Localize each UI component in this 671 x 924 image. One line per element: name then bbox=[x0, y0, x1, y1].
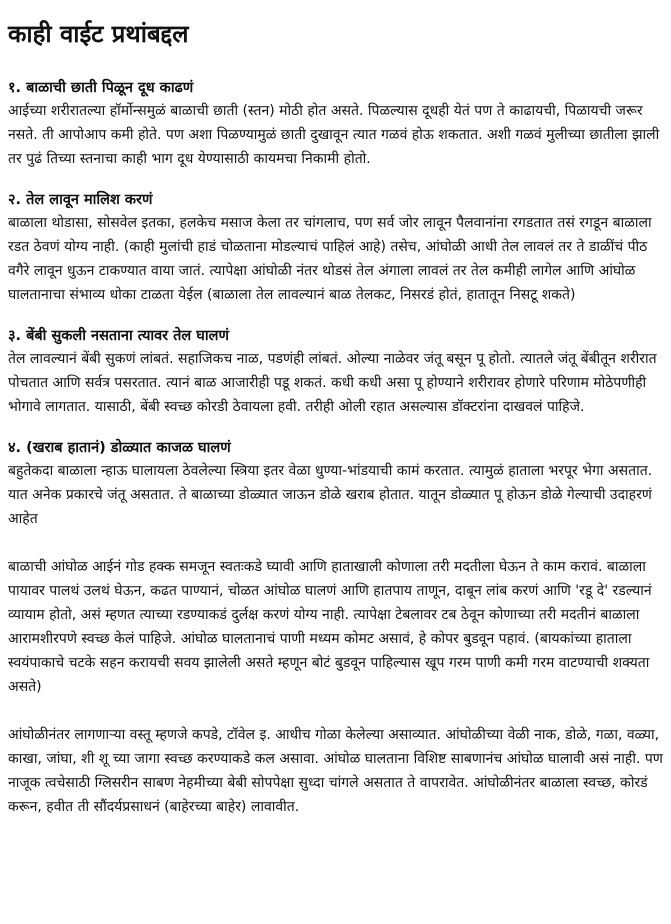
section-4 bbox=[8, 437, 663, 819]
section-2 bbox=[8, 189, 663, 307]
section-3 bbox=[8, 325, 663, 419]
section-paragraph: आईच्या शरीरातल्या हॉर्मोन्समुळं बाळाची छाती (स्तन) मोठी होत असते. पिळल्यास दूधही येतं पण ते काढायची, पिळायची जरूर नसते. ती आपोआप कमी होते. पण अशा पिळण्यामुळं छाती दुखावून त्यात गळवं होऊ शकतात. अशी गळवं मुलीच्या छातीला झाली तर पुढं तिच्या स्तनाचा काही भाग दूध येण्यासाठी कायमचा निकामी होतो. bbox=[8, 103, 660, 167]
section-heading: ३. बेंबी सुकली नसताना त्यावर तेल घालणं bbox=[8, 328, 229, 344]
section-heading: ४. (खराब हातानं) डोळ्यात काजळ घालणं bbox=[8, 440, 231, 456]
section-paragraph: तेल लावल्यानं बेंबी सुकणं लांबतं. सहाजिकच नाळ, पडणंही लांबतं. ओल्या नाळेवर जंतू बसून पू होतो. त्यातले जंतू बेंबीतून शरीरात पोचतात आणि सर्वत्र पसरतात. त्यानं बाळ आजारीही पडू शकतं. कधी कधी असा पू होण्याने शरीरावर होणारे परिणाम मोठेपणीही भोगावे लागतात. यासाठी, बेंबी स्वच्छ कोरडी ठेवायला हवी. तरीही ओली रहात असल्यास डॉक्टरांना दाखवलं पाहिजे. bbox=[8, 351, 657, 415]
section-paragraph: बाळाला थोडासा, सोसवेल इतका, हलकेच मसाज केला तर चांगलाच, पण सर्व जोर लावून पैलवानांना रगडतात तसं रगडून बाळाला रडत ठेवणं योग्य नाही. (काही मुलांची हाडं चोळताना मोडल्याचं पाहिलं आहे) तसेच, आंघोळी आधी तेल लावलं तर ते डाळींचं पीठ वगैरे लावून धुऊन टाकण्यात वाया जातं. त्यापेक्षा आंघोळी नंतर थोडसं तेल अंगाला लावलं तर तेल कमीही लागेल आणि आंघोळ घालतानाचा संभाव्य धोका टाळता येईल (बाळाला तेल लावल्यानं बाळ तेलकट, निसरडं होतं, हातातून निसटू शकते) bbox=[8, 215, 652, 303]
section-heading: २. तेल लावून मालिश करणं bbox=[8, 192, 153, 208]
section-1 bbox=[8, 77, 663, 171]
page-title: काही वाईट प्रथांबद्दल bbox=[8, 20, 189, 48]
section-paragraph: आंघोळीनंतर लागणाऱ्या वस्तू म्हणजे कपडे, टॉवेल इ. आधीच गोळा केलेल्या असाव्यात. आंघोळीच्या वेळी नाक, डोळे, गळा, वळ्या, काखा, जांघा, शी शू च्या जागा स्वच्छ करण्याकडे कल असावा. आंघोळ घालताना विशिष्ट साबणानंच आंघोळ घालावी असं नाही. पण नाजूक त्वचेसाठी ग्लिसरीन साबण नेहमीच्या बेबी सोपपेक्षा सुध्दा चांगले असतात ते वापरावेत. आंघोळीनंतर बाळाला स्वच्छ, कोरडं करून, हवीत ती सौंदर्यप्रसाधनं (बाहेरच्या बाहेर) लावावीत. bbox=[8, 727, 663, 815]
section-paragraph: बाळाची आंघोळ आईनं गोड हक्क समजून स्वतःकडे घ्यावी आणि हाताखाली कोणाला तरी मदतीला घेऊन ते काम करावं. बाळाला पायावर पालथं उलथं घेऊन, कढत पाण्यानं, चोळत आंघोळ घालणं आणि हातपाय ताणून, दाबून लांब करणं आणि 'रडू दे' रडल्यानं व्यायाम होतो, असं म्हणत त्याच्या रडण्याकडं दुर्लक्ष करणं योग्य नाही. त्यापेक्षा टेबलावर टब ठेवून कोणाच्या तरी मदतीनं बाळाला आरामशीरपणे स्वच्छ केलं पाहिजे. आंघोळ घालतानाचं पाणी मध्यम कोमट असावं, हे कोपर बुडवून पहावं. (बायकांच्या हाताला स्वयंपाकाचे चटके सहन करायची सवय झालेली असते म्हणून बोटं बुडवून पाहिल्यास खूप गरम पाणी कमी गरम वाटण्याची शक्यता असते) bbox=[8, 559, 652, 695]
section-heading: १. बाळाची छाती पिळून दूध काढणं bbox=[8, 80, 194, 96]
section-paragraph: बहुतेकदा बाळाला न्हाऊ घालायला ठेवलेल्या स्त्रिया इतर वेळा धुण्या-भांडयाची कामं करतात. त्यामुळं हाताला भरपूर भेगा असतात. यात अनेक प्रकारचे जंतू असतात. ते बाळाच्या डोळ्यात जाऊन डोळे खराब होतात. यातून डोळ्यात पू होऊन डोळे गेल्याची उदाहरणं आहेत bbox=[8, 463, 653, 527]
